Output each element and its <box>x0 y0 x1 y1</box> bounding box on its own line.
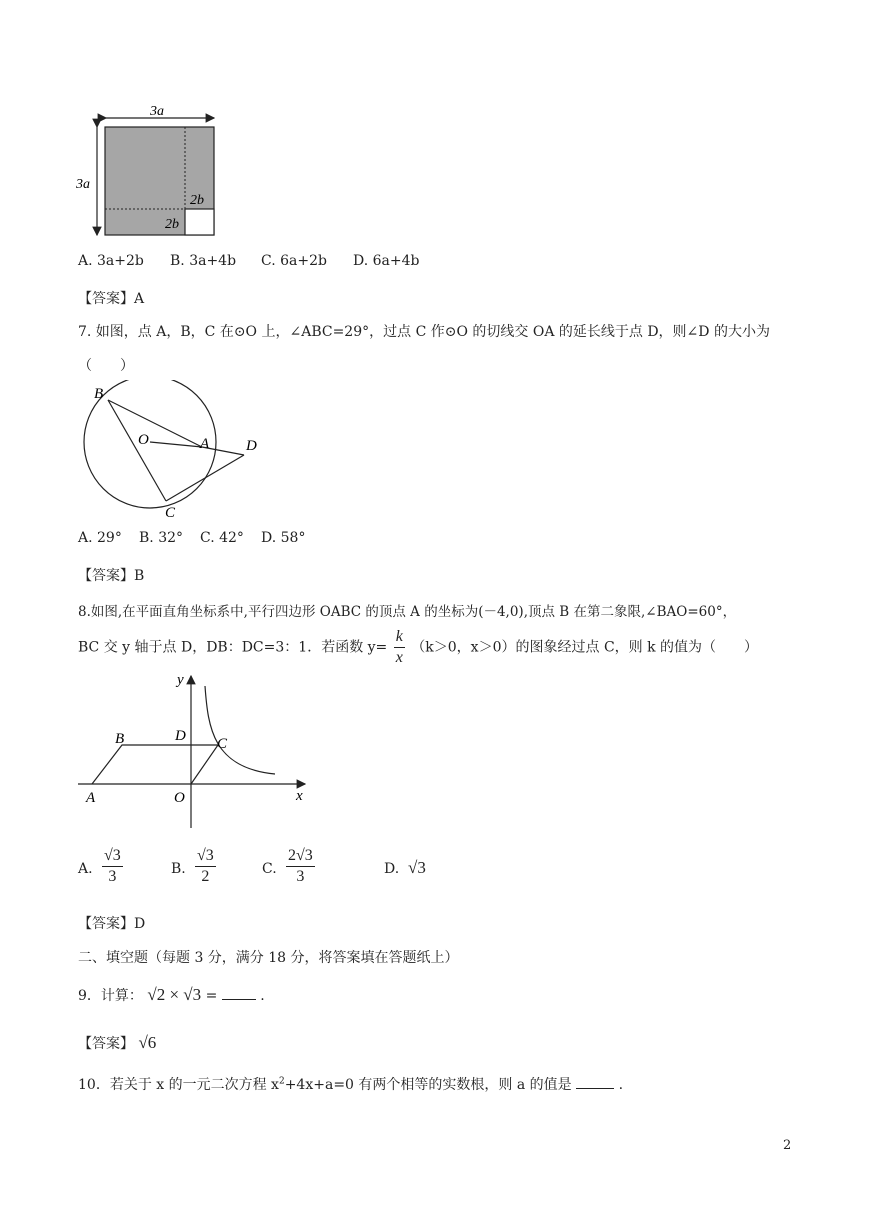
q8-text-2a: BC 交 y 轴于点 D，DB：DC=3：1．若函数 y= <box>78 639 388 656</box>
q8-option-c-den: 3 <box>296 868 305 885</box>
fig6-inner-label-2: 2b <box>165 217 179 232</box>
fig6-left-label: 3a <box>76 177 90 192</box>
q10-period: . <box>618 1077 624 1093</box>
q7-option-d: D. 58° <box>261 530 306 546</box>
q9-equals: = <box>205 988 218 1004</box>
q8-option-b-num: √3 <box>195 847 216 867</box>
q9-answer <box>78 1033 156 1053</box>
fig7-label-o: O <box>138 432 149 448</box>
q7-option-c: C. 42° <box>200 530 244 546</box>
fig7-label-a: A <box>200 436 210 452</box>
q8-question-text-1: 8.如图,在平面直角坐标系中,平行四边形 OABC 的顶点 A 的坐标为(－4,0),顶点 B 在第二象限,∠BAO=60°， <box>78 604 737 620</box>
q6-option-d: D. 6a+4b <box>353 253 420 269</box>
q10-blank <box>576 1074 614 1089</box>
q9-period: . <box>260 988 265 1004</box>
q9-expression: √2 × √3 <box>147 985 202 1004</box>
q9-blank <box>222 985 256 1000</box>
q6-option-a: A. 3a+2b <box>78 253 144 269</box>
fig6-top-label: 3a <box>150 104 164 119</box>
q9-question <box>78 985 265 1005</box>
q6-option-c: C. 6a+2b <box>261 253 327 269</box>
q8-answer: 【答案】D <box>78 916 146 932</box>
q8-option-a-num: √3 <box>102 847 123 867</box>
q8-question-text-2 <box>78 628 758 667</box>
q8-option-a-value <box>102 847 123 886</box>
fig7-label-b: B <box>94 386 104 402</box>
figure-coordinate-plane <box>70 668 320 833</box>
q7-option-b: B. 32° <box>139 530 184 546</box>
fig8-label-x: x <box>296 788 303 804</box>
q7-question-text: 7. 如图，点 A，B，C 在⊙O 上，∠ABC=29°，过点 C 作⊙O 的切线交 OA 的延长线于点 D，则∠D 的大小为 <box>78 324 770 340</box>
q9-answer-prefix: 【答案】 <box>78 1036 134 1052</box>
page-number: 2 <box>783 1138 792 1153</box>
q8-option-d-letter: D. <box>384 861 400 877</box>
q8-option-d-value: √3 <box>408 858 426 877</box>
fig8-label-c: C <box>217 736 228 752</box>
q8-option-c-num: 2√3 <box>286 847 315 867</box>
q8-fraction <box>394 628 405 667</box>
q7-option-a: A. 29° <box>78 530 122 546</box>
q7-question-paren: （ ） <box>78 358 134 374</box>
q8-text-2b: （k＞0，x＞0）的图象经过点 C，则 k 的值为（ ） <box>411 639 759 656</box>
q8-fraction-den: x <box>395 649 403 666</box>
figure-square <box>70 98 230 243</box>
figure-circle <box>70 380 280 520</box>
q8-option-a-den: 3 <box>108 868 117 885</box>
fig8-label-b: B <box>115 731 125 747</box>
fig8-label-d: D <box>175 728 186 744</box>
q8-option-b-den: 2 <box>201 868 210 885</box>
q8-fraction-num: k <box>394 628 405 648</box>
fig7-label-d: D <box>246 438 257 454</box>
q6-answer: 【答案】A <box>78 291 145 307</box>
q7-answer: 【答案】B <box>78 568 145 584</box>
q6-option-b: B. 3a+4b <box>170 253 237 269</box>
fig8-label-y: y <box>177 672 184 688</box>
q8-options <box>78 847 478 893</box>
fig8-label-a: A <box>86 790 96 806</box>
q8-option-b-letter: B. <box>171 861 186 877</box>
fig8-label-o: O <box>174 790 185 806</box>
fig7-label-c: C <box>165 505 176 520</box>
q8-option-b-value <box>195 847 216 886</box>
q8-option-c-letter: C. <box>262 861 277 877</box>
q10-question <box>78 1074 623 1094</box>
q10-superscript: 2 <box>278 1076 285 1087</box>
q10-suffix: +4x+a=0 有两个相等的实数根，则 a 的值是 <box>284 1077 572 1093</box>
section-heading: 二、填空题（每题 3 分，满分 18 分，将答案填在答题纸上） <box>78 950 459 966</box>
q9-answer-value: √6 <box>138 1033 157 1052</box>
q10-prefix: 10．若关于 x 的一元二次方程 x <box>78 1077 279 1093</box>
q8-option-a-letter: A. <box>78 861 93 877</box>
fig6-inner-label-1: 2b <box>190 193 204 208</box>
q8-option-c-value <box>286 847 315 886</box>
q9-prefix: 9．计算： <box>78 988 143 1004</box>
